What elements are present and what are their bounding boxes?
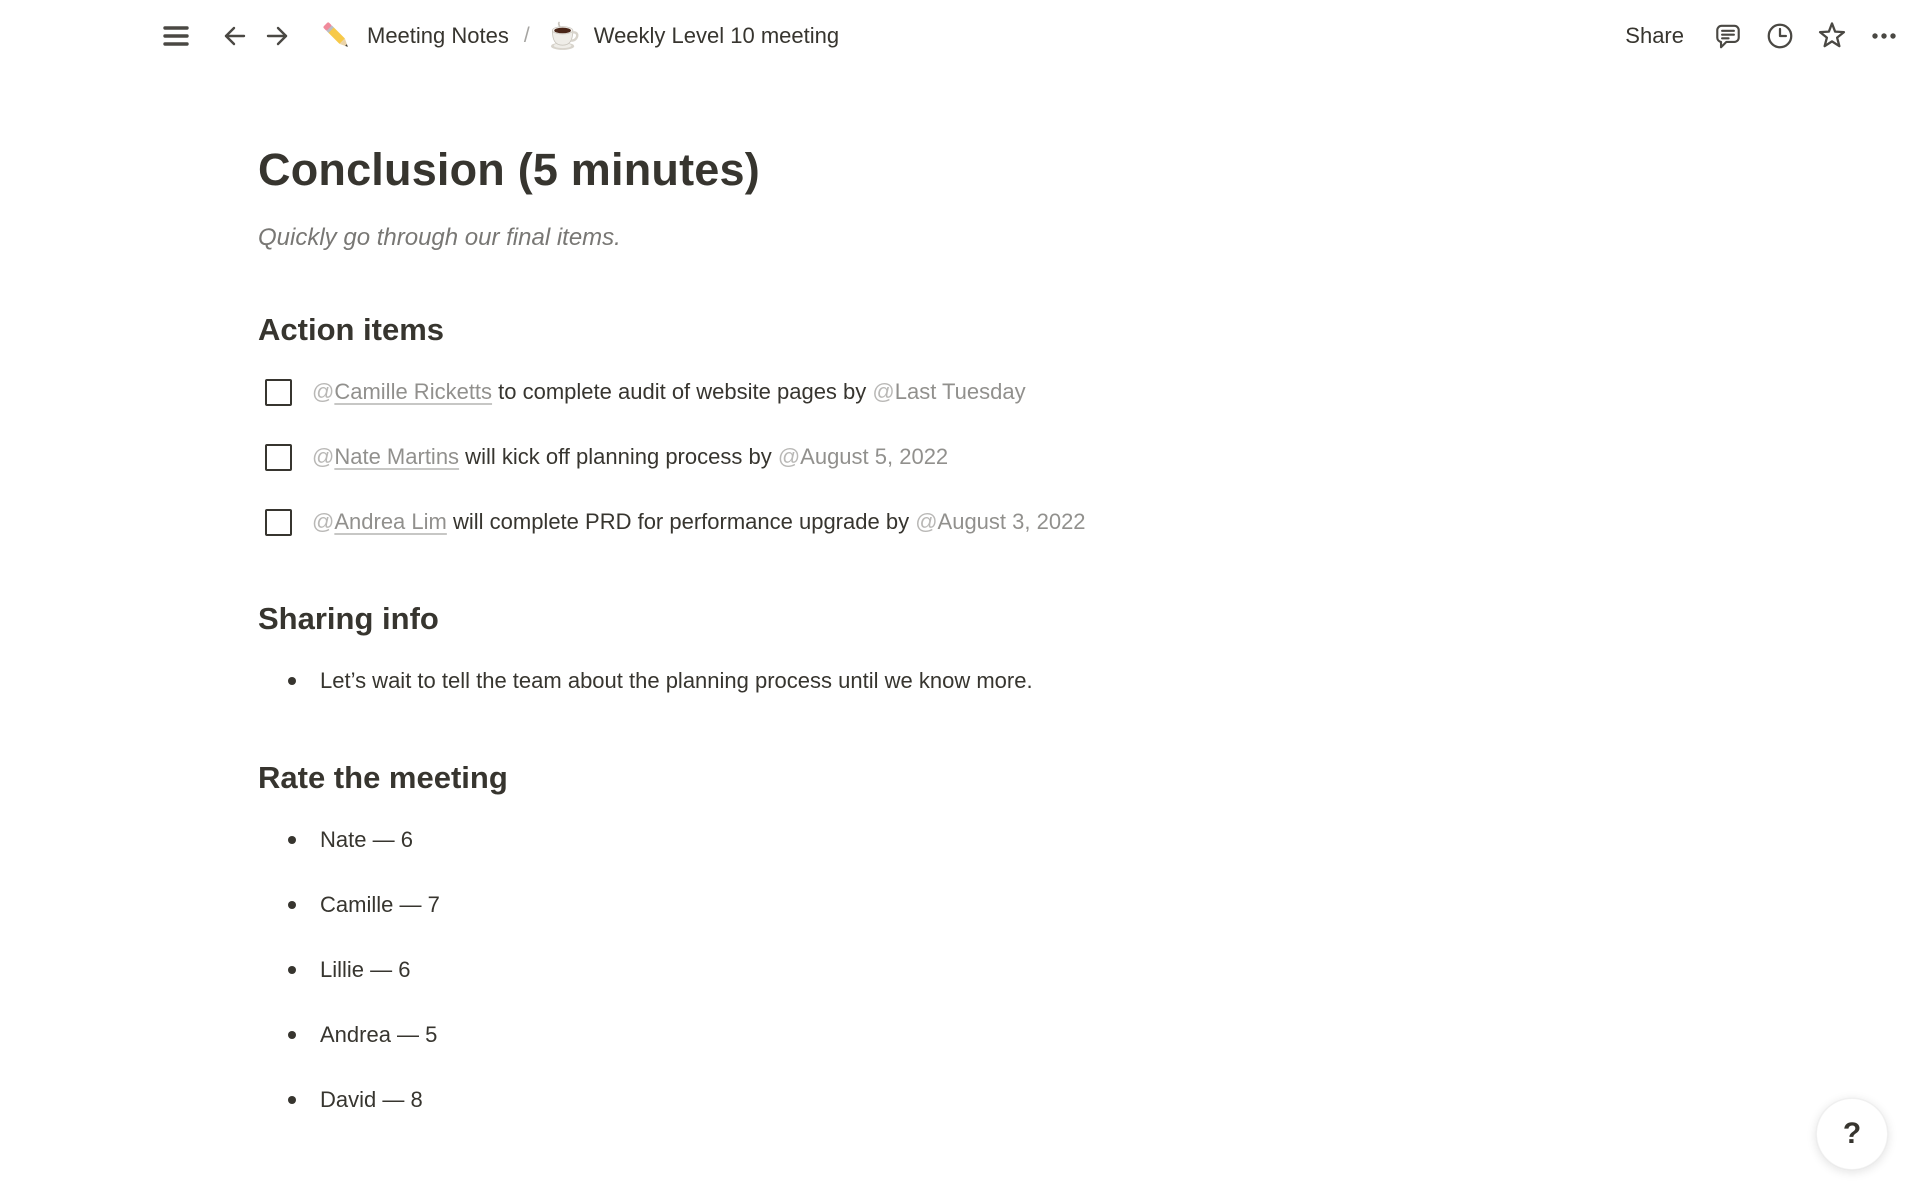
favorite-button[interactable]	[1814, 18, 1850, 54]
coffee-emoji-icon	[545, 17, 583, 55]
todo-item	[258, 502, 1598, 542]
person-mention[interactable]: @Andrea Lim	[312, 509, 447, 535]
breadcrumb-page-label: Weekly Level 10 meeting	[593, 23, 840, 48]
todo-checkbox[interactable]	[265, 379, 292, 406]
hamburger-menu-icon	[161, 21, 191, 51]
bullet-text: Nate — 6	[320, 826, 413, 852]
sharing-info-heading: Sharing info	[258, 601, 439, 637]
todo-checkbox[interactable]	[265, 444, 292, 471]
action-items-list	[258, 372, 1598, 542]
bullet-dot	[288, 966, 296, 974]
bullet-dot	[288, 677, 296, 685]
todo-text: @Nate Martins will kick off planning process by @August 5, 2022	[312, 444, 949, 470]
bullet-text: Let’s wait to tell the team about the planning process until we know more.	[320, 667, 1033, 693]
pencil-emoji-icon	[318, 17, 356, 55]
more-options-button[interactable]	[1866, 18, 1902, 54]
share-button[interactable]: Share	[1625, 23, 1684, 48]
help-button[interactable]: ?	[1816, 1098, 1888, 1170]
more-ellipsis-icon	[1868, 20, 1900, 52]
bullet-dot	[288, 1096, 296, 1104]
todo-item	[258, 372, 1598, 412]
list-item	[258, 1015, 1598, 1055]
todo-item	[258, 437, 1598, 477]
page-subtitle: Quickly go through our final items.	[258, 224, 621, 252]
rate-the-meeting-heading: Rate the meeting	[258, 759, 508, 795]
updates-button[interactable]	[1762, 18, 1798, 54]
updates-clock-icon	[1765, 21, 1795, 51]
breadcrumb-parent-label: Meeting Notes	[367, 23, 509, 48]
todo-text: @Andrea Lim will complete PRD for performance upgrade by @August 3, 2022	[312, 509, 1086, 535]
forward-button[interactable]	[260, 18, 296, 54]
arrow-back-icon	[218, 20, 250, 52]
arrow-forward-icon	[262, 20, 294, 52]
rate-the-meeting-list	[258, 820, 1598, 1120]
date-mention[interactable]: @August 5, 2022	[777, 444, 949, 470]
breadcrumb-parent-link[interactable]	[318, 17, 509, 55]
list-item	[258, 1080, 1598, 1120]
todo-text: @Camille Ricketts to complete audit of website pages by @Last Tuesday	[312, 379, 1026, 405]
breadcrumb-page-link[interactable]	[545, 17, 839, 55]
bullet-text: Andrea — 5	[320, 1021, 438, 1047]
list-item	[258, 820, 1598, 860]
bullet-text: David — 8	[320, 1086, 423, 1112]
top-bar	[0, 0, 1920, 72]
bullet-dot	[288, 901, 296, 909]
list-item	[258, 950, 1598, 990]
page-title: Conclusion (5 minutes)	[258, 144, 760, 195]
todo-checkbox[interactable]	[265, 509, 292, 536]
favorite-star-icon	[1816, 20, 1848, 52]
breadcrumb	[318, 17, 839, 55]
bullet-text: Lillie — 6	[320, 956, 411, 982]
person-mention[interactable]: @Camille Ricketts	[312, 379, 493, 405]
action-items-heading: Action items	[258, 312, 445, 348]
person-mention[interactable]: @Nate Martins	[312, 444, 460, 470]
list-item	[258, 885, 1598, 925]
date-mention[interactable]: @August 3, 2022	[915, 509, 1086, 535]
bullet-dot	[288, 1031, 296, 1039]
comments-button[interactable]	[1710, 18, 1746, 54]
bullet-dot	[288, 836, 296, 844]
back-button[interactable]	[216, 18, 252, 54]
page-content	[258, 142, 1598, 1120]
date-mention[interactable]: @Last Tuesday	[872, 379, 1026, 405]
breadcrumb-separator: /	[523, 24, 530, 47]
comments-icon	[1713, 21, 1743, 51]
sharing-info-list	[258, 661, 1598, 701]
bullet-text: Camille — 7	[320, 891, 440, 917]
list-item	[258, 661, 1598, 701]
hamburger-menu-button[interactable]	[158, 18, 194, 54]
